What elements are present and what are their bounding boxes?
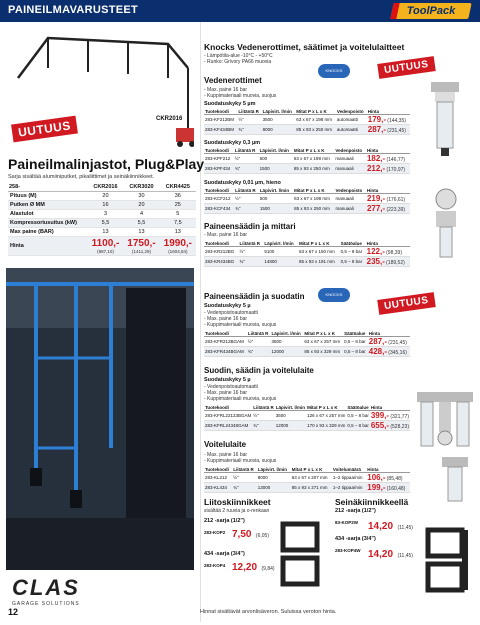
knocks-logo: KNOCKS [318, 288, 350, 302]
series-label: 434 -sarja (3/4") [204, 551, 245, 557]
price-row: Hinta 1100,- (887,10) 1750,- (1411,29) 1990,- (1604,84) [8, 237, 196, 256]
table-row: 283-KF212BM ½" 3500 63 x 67 x 198 mm automaatti 179,- (144,35) [204, 115, 410, 125]
spec-table: 258- CKR2016 CKR3020 CKR4425 Pituus (M) 20 30 36 Putken Ø MM 16 20 25 Alastulot 3 4 5 Kompressoriusuitus (kW) 5,5 5,5 7,5 Max paine (BAR) 13 13 13 Hinta 1100,- (887,10) 1750,- (1411,29) 1990,- (1604,84) [8, 183, 196, 256]
frl-title: Suodin, säädin ja voitelulaite [204, 366, 314, 375]
filter-spec: Suodatuskyky 5 µ [204, 377, 251, 383]
vedenerottimet-table-5um: Tuotekoodi Liitäntä R Läpivirt. l/min Mitat P x L x K Vedenpoisto Hinta 283-KF212BM ½" 3500 63 x 67 x 198 mm automaatti 179,- (144,35) 283-KF434BM ¾" 8000 85 x 93 x 250 mm automaatti 287,- (231,45) [204, 109, 410, 135]
vedenerottimet-table-001um: Tuotekoodi Liitäntä R Läpivirt. l/min Mitat P x L x K Vedenpoisto Hinta 283-KCF212 ½" 500 63 x 67 x 198 mm manuaali 219,- (176,61) 283-KCF434 ¾" 1500 85 x 93 x 250 mm manuaali 277,- (223,39) [204, 188, 410, 214]
table-row: 283-KFR434BGAM ¾" 12000 85 x 93 x 329 mm 0,5 – 8 bar 428,- (345,16) [204, 347, 410, 357]
regulator-bullets: - Max. paine 16 bar [204, 232, 248, 238]
new-badge: UUTUUS [11, 116, 78, 143]
table-row: 283-KR212BG ½" 5100 63 x 67 x 150 mm 0,5 – 8 bar 122,- (98,39) [204, 247, 410, 257]
regulator-title: Paineensäädin ja mittari [204, 222, 296, 231]
table-row: 283-KL434 ¾" 13000 85 x 93 x 271 mm 1–2 tippaa/min 199,- (160,48) [204, 483, 410, 493]
frl-product-image [415, 388, 475, 463]
filter-spec: Suodatuskyky 5 µ [204, 303, 251, 309]
connector-brackets-desc: sisältää 2 ruuvia ja o-renkaan [204, 508, 270, 514]
new-badge: UUTUUS [377, 292, 435, 315]
filter-product-image [425, 80, 465, 165]
filter-spec: Suodatuskyky 5 µm [204, 101, 256, 107]
product-description: Sarja sisältää alumiiniputket, pikaliittimet ja seinäkiinnikkeet. [8, 174, 155, 180]
installation-photo [6, 268, 194, 570]
knocks-logo: KNOCKS [318, 64, 350, 78]
lubricator-table: Tuotekoodi Liitäntä R Läpivirt. l/min Mitat P x L x K Voitelumäärä Hinta 283-KL212 ½" 8000 63 x 67 x 207 mm 1–2 tippaa/min 106,- (85,48) 283-KL434 ¾" 13000 85 x 93 x 271 mm 1–2 tippaa/min 199,- (160,48) [204, 467, 410, 493]
price: 7,50 (6,05) [232, 529, 269, 540]
table-row: Pituus (M) 20 30 36 [8, 192, 196, 201]
series-label: 212 -sarja (1/2") [204, 518, 245, 524]
section-heading: Knocks Vedenerottimet, säätimet ja voitelulaitteet [204, 42, 405, 52]
regulator-filter-bullets: - Vedenpoistoautomaatti - Max. paine 16 bar - Kuppimateriaali muovia, suojus [204, 310, 277, 328]
series-label: 434 -sarja (3/4") [335, 536, 376, 542]
header-bar [0, 0, 480, 22]
table-row: 283-KFRL22123BGAM ½" 3500 126 x 67 x 257 mm 0,5 – 8 bar 399,- (321,77) [205, 411, 409, 420]
filter-spec: Suodatuskyky 0,01 µm, hieno [204, 180, 281, 186]
regulator-filter-title: Paineensäädin ja suodatin [204, 292, 305, 301]
hero-caption: CKR2016 [156, 116, 183, 122]
product-title: Paineilmalinjastot, Plug&Play [8, 156, 205, 172]
section-title: PAINEILMAVARUSTEET [8, 4, 139, 16]
table-row: 283-KFR212BGAM ½" 3500 63 x 67 x 257 mm 0,5 – 8 bar 287,- (231,45) [204, 337, 410, 347]
series-label: 212 -sarja (1/2") [335, 508, 376, 514]
lubricator-title: Voitelulaite [204, 440, 247, 449]
table-row: 283-KF434BM ¾" 8000 85 x 93 x 250 mm automaatti 287,- (231,45) [204, 125, 410, 135]
toolpack-logo: ToolPack [390, 3, 471, 19]
vedenerottimet-table-03um: Tuotekoodi Liitäntä R Läpivirt. l/min Mitat P x L x K Vedenpoisto Hinta 283-KPF212 ½" 500 63 x 67 x 198 mm manuaali 182,- (146,77) 283-KPF434 ¾" 1500 85 x 93 x 250 mm manuaali 212,- (170,97) [204, 148, 410, 174]
wall-brackets-title: Seinäkiinnikkeellä [335, 497, 409, 507]
table-row: Alastulot 3 4 5 [8, 210, 196, 219]
intro-bullets: - Lämpötila-alue -10°C - +50°C - Runko: Grivory PA66 muovia [204, 53, 273, 65]
clas-logo: CLAS GARAGE SOLUTIONS [12, 575, 80, 607]
table-row: 283-KPF434 ¾" 1500 85 x 93 x 250 mm manuaali 212,- (170,97) [204, 164, 410, 174]
price: 14,20 (11,45) [368, 521, 413, 532]
regulator-filter-table: Tuotekoodi Liitäntä R Läpivirt. l/min Mitat P x L x K Säätöalue Hinta 283-KFR212BGAM ½" 3500 63 x 67 x 257 mm 0,5 – 8 bar 287,- (231,45) 283-KFR434BGAM ¾" 12000 85 x 93 x 329 mm 0,5 – 8 bar 428,- (345,16) [204, 331, 410, 357]
table-row: 283-KL212 ½" 8000 63 x 67 x 207 mm 1–2 tippaa/min 106,- (85,48) [204, 473, 410, 483]
lubricator-product-image [440, 455, 470, 510]
vedenerottimet-bullets: - Max. paine 16 bar - Kuppimateriaali muovia, suojus [204, 87, 277, 99]
page-number: 12 [8, 607, 19, 617]
product-code: 83-KOP2W [335, 520, 359, 525]
new-badge: UUTUUS [377, 56, 435, 79]
regulator-product-image [428, 185, 464, 270]
connector-bracket-image [275, 520, 325, 595]
filter-spec: Suodatuskyky 0,3 µm [204, 140, 261, 146]
frl-table: Tuotekoodi Liitäntä R Läpivirt. l/min Mitat P x L x K Säätöalue Hinta 283-KFRL22123BGAM ½" 3500 126 x 67 x 257 mm 0,5 – 8 bar 399,- (321,77) 283-KFRL24348GAM ¾" 12000 170 x 93 x 329 mm 0,5 – 8 bar 655,- (528,23) [205, 405, 409, 430]
table-row: Putken Ø MM 16 20 25 [8, 201, 196, 210]
table-row: 283-KPF212 ½" 500 63 x 67 x 198 mm manuaali 182,- (146,77) [204, 154, 410, 164]
table-row: 283-KCF434 ¾" 1500 85 x 93 x 250 mm manuaali 277,- (223,39) [204, 204, 410, 214]
wall-bracket-image [422, 526, 472, 601]
lubricator-bullets: - Max. paine 16 bar - Kuppimateriaali muovia, suojus [204, 452, 277, 464]
table-row: 283-KR434BG ¾" 14800 85 x 93 x 191 mm 0,5 – 8 bar 235,- (189,52) [204, 257, 410, 267]
table-row: 283-KCF212 ½" 500 63 x 67 x 198 mm manuaali 219,- (176,61) [204, 194, 410, 204]
table-row: Kompressoriusuitus (kW) 5,5 5,5 7,5 [8, 219, 196, 228]
frl-bullets: - Vedenpoistoautomaatti - Max. paine 16 bar - Kuppimateriaali muovia, suojus [204, 384, 277, 402]
product-code: 283-KOP4W [335, 548, 361, 553]
table-row: 283-KFRL24348GAM ¾" 12000 170 x 93 x 329 mm 0,5 – 8 bar 655,- (528,23) [205, 421, 409, 430]
price-footnote: Hinnat sisältävät arvonlisäveron. Suluissa veroton hinta. [200, 609, 337, 615]
vedenerottimet-title: Vedenerottimet [204, 76, 262, 85]
table-row: Max paine (BAR) 13 13 13 [8, 228, 196, 237]
price: 12,20 (9,84) [232, 562, 275, 573]
connector-brackets-title: Liitoskiinnikkeet [204, 497, 271, 507]
product-code: 283-KOP2 [204, 530, 226, 535]
product-code: 283-KOP4 [204, 563, 226, 568]
regulator-table: Tuotekoodi Liitäntä R Läpivirt. l/min Mitat P x L x K Säätöalue Hinta 283-KR212BG ½" 5100 63 x 67 x 150 mm 0,5 – 8 bar 122,- (98,39) 283-KR434BG ¾" 14800 85 x 93 x 191 mm 0,5 – 8 bar 235,- (189,52) [204, 241, 410, 267]
column-divider [200, 22, 201, 622]
pipeline-hero-image [8, 28, 194, 156]
price: 14,20 (11,45) [368, 549, 413, 560]
